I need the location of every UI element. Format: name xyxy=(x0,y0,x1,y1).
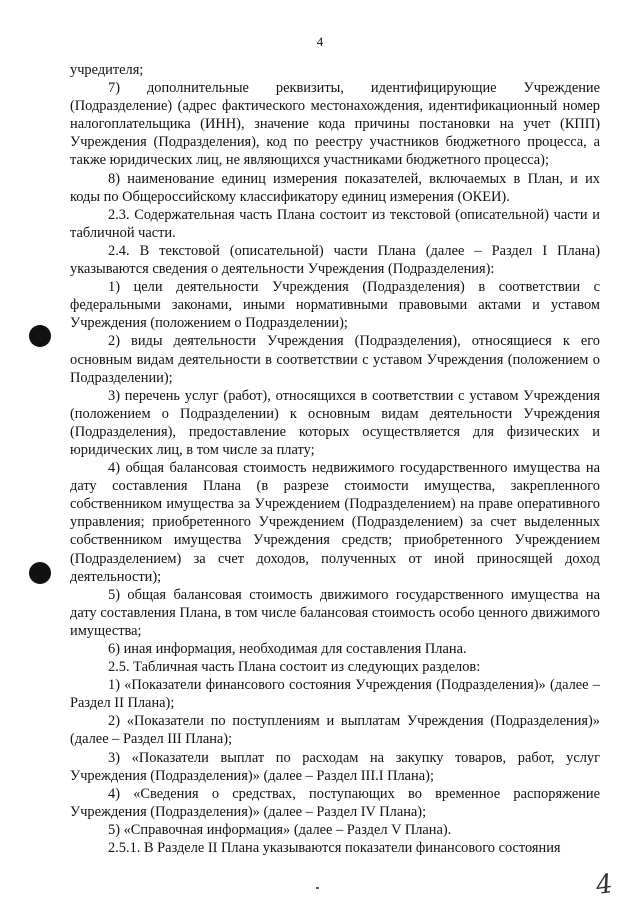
handwritten-page-mark: 4 xyxy=(593,868,615,902)
page-number: 4 xyxy=(316,34,324,49)
paragraph: 1) «Показатели финансового состояния Учреждения (Подразделения)» (далее – Раздел II Плана); xyxy=(70,677,600,712)
paragraph: 4) общая балансовая стоимость недвижимого государственного имущества на дату составления Плана (в разрезе стоимости имущества, закрепленного собственником имущества за Учреждением (Подразделением) на праве оперативного управления; приобретенного Учреждением (Подразделением) за счет выделенных собственником имущества Учреждения средств; приобретенного Учреждением (Подразделением) за счет доходов, полученных от иной приносящей доход деятельности); xyxy=(70,460,600,585)
document-body xyxy=(70,61,600,857)
paragraph: 1) цели деятельности Учреждения (Подразделения) в соответствии с федеральными законами, иными нормативными правовыми актами и уставом Учреждения (положением о Подразделении); xyxy=(70,279,600,332)
paragraph: 3) «Показатели выплат по расходам на закупку товаров, работ, услуг Учреждения (Подразделения)» (далее – Раздел III.I Плана); xyxy=(70,749,600,784)
paragraph: 6) иная информация, необходимая для составления Плана. xyxy=(108,641,467,657)
paragraph: 2) «Показатели по поступлениям и выплатам Учреждения (Подразделения)» (далее – Раздел III Плана); xyxy=(70,713,600,748)
paragraph: 2.4. В текстовой (описательной) части Плана (далее – Раздел I Плана) указываются сведения о деятельности Учреждения (Подразделения): xyxy=(70,242,600,278)
paragraph: 4) «Сведения о средствах, поступающих во временное распоряжение Учреждения (Подразделения)» (далее – Раздел IV Плана); xyxy=(70,785,600,820)
paragraph: 2.5. Табличная часть Плана состоит из следующих разделов: xyxy=(108,659,481,676)
paragraph: 2.3. Содержательная часть Плана состоит из текстовой (описательной) части и табличной части. xyxy=(70,206,600,241)
scan-speck xyxy=(316,887,319,889)
paragraph: учредителя; xyxy=(70,62,144,78)
paragraph: 2) виды деятельности Учреждения (Подразделения), относящиеся к его основным видам деятельности в соответствии с уставом Учреждения (положением о Подразделении); xyxy=(70,333,600,386)
hole-punch-top xyxy=(29,325,51,347)
paragraph: 5) «Справочная информация» (далее – Раздел V Плана). xyxy=(108,821,452,838)
paragraph: 2.5.1. В Разделе II Плана указываются показатели финансового состояния xyxy=(108,840,561,857)
hole-punch-bottom xyxy=(29,562,51,584)
paragraph: 8) наименование единиц измерения показателей, включаемых в План, и их коды по Общероссийскому классификатору единиц измерения (ОКЕИ). xyxy=(70,170,600,205)
paragraph: 3) перечень услуг (работ), относящихся в соответствии с уставом Учреждения (положением о Подразделении) к основным видам деятельности Учреждения (Подразделения), предоставление которых осуществляется для физических и юридических лиц, в том числе за плату; xyxy=(70,387,600,458)
paragraph: 5) общая балансовая стоимость движимого государственного имущества на дату составления Плана, в том числе балансовая стоимость особо ценного движимого имущества; xyxy=(70,586,600,639)
paragraph: 7) дополнительные реквизиты, идентифицирующие Учреждение (Подразделение) (адрес фактического местонахождения, идентификационный номер налогоплательщика (ИНН), значение кода причины постановки на учет (КПП) Учреждения (Подразделения), код по реестру участников бюджетного процесса, а также юридических лиц, не являющихся участниками бюджетного процесса); xyxy=(70,80,600,169)
